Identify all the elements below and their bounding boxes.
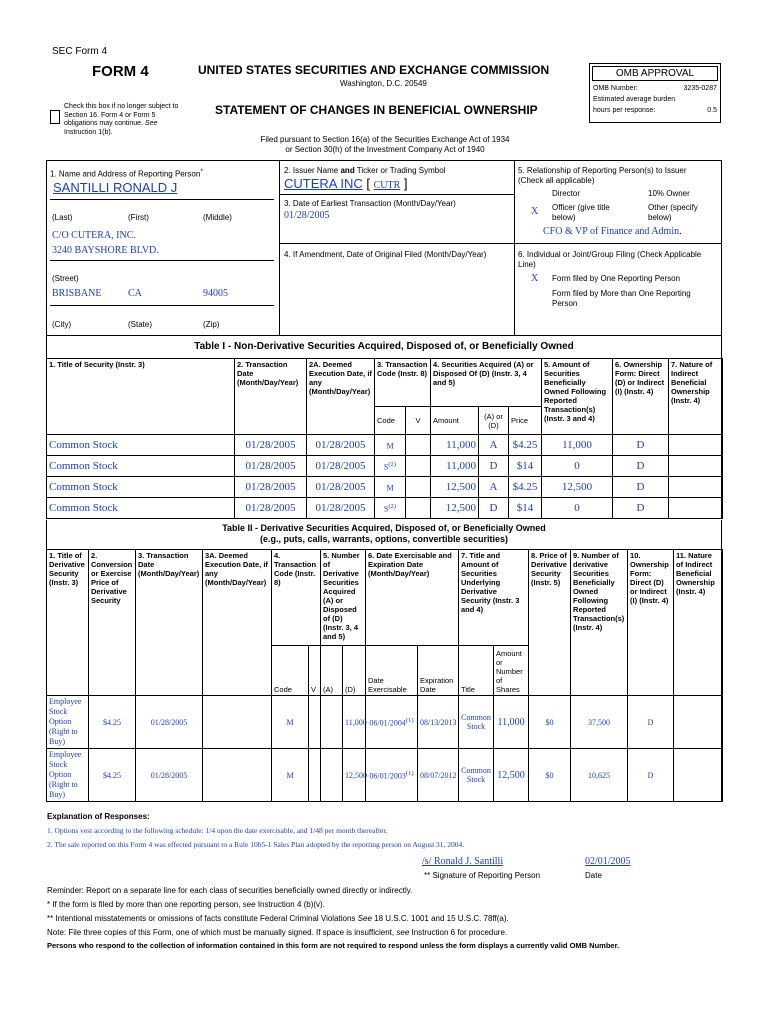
officer-x-mark: X [531,206,539,217]
omb-number: 3235-0287 [683,85,717,92]
t1-r1-title: Common Stock [47,456,235,477]
state-value: CA [128,288,142,299]
signature-date: 02/01/2005 [585,856,631,867]
t2-h-form: 10. Ownership Form: Direct (D) or Indirect (I) (Instr. 4) [628,550,674,696]
signature-label: ** Signature of Reporting Person [424,871,541,880]
t2-r0-code: M [272,696,309,749]
location: Washington, D.C. 20549 [340,79,427,88]
table-row [47,498,723,519]
table1-title: Table I - Non-Derivative Securities Acquired, Disposed of, or Beneficially Owned [194,341,574,352]
t1-r0-price: $4.25 [509,435,542,456]
t2-r1-title: Employee Stock Option (Right to Buy) [47,749,89,802]
t2-h-conversion: 2. Conversion or Exercise Price of Derivative Security [89,550,136,696]
zip-value: 94005 [203,288,228,299]
table-row [47,477,723,498]
footnote-1: 1. Options vest according to the following schedule: 1/4 upon the date exercisable, and 1/48 per month thereafter. [47,826,388,835]
no-longer-subject-checkbox[interactable] [50,110,60,124]
t1-r3-title: Common Stock [47,498,235,519]
t2-r1-price: $4.25 [89,749,136,802]
zip-label: (Zip) [203,320,220,329]
t1-h-price: Price [509,407,542,435]
t2-r0-owned: 37,500 [571,696,628,749]
t1-r1-deemed: 01/28/2005 [307,456,375,477]
t1-r2-date: 01/28/2005 [235,477,307,498]
explanation-title: Explanation of Responses: [47,812,150,821]
director-label: Director [552,189,581,198]
omb-title: OMB APPROVAL [592,66,718,81]
t1-r0-date: 01/28/2005 [235,435,307,456]
t2-r1-shares: 12,500 [494,749,529,802]
footnote-2: 2. The sale reported on this Form 4 was effected pursuant to a Rule 10b5-1 Sales Plan adopted by the reporting person on August 31, 2004. [47,840,465,849]
t2-h-title: 1. Title of Derivative Security (Instr. 3) [47,550,89,696]
middle-label: (Middle) [203,213,232,222]
t1-r1-price: $14 [509,456,542,477]
officer-label: Officer (give title below) [552,203,610,222]
t2-h-a: (A) [321,646,343,696]
t1-r0-amount: 11,000 [431,435,479,456]
table-row [47,696,723,749]
omb-burden-label: Estimated average burden [593,96,676,103]
t1-h-code: 3. Transaction Code (Instr. 8) [375,359,431,407]
commission-title: UNITED STATES SECURITIES AND EXCHANGE COMMISSION [198,63,550,77]
box3-label: 3. Date of Earliest Transaction (Month/Day/Year) [284,199,456,208]
t2-h-d: (D) [343,646,366,696]
t2-h-ttl: Title [459,646,494,696]
table-row [47,456,723,477]
officer-title: CFO & VP of Finance and Admin. [543,226,682,237]
star2-note: ** Intentional misstatements or omissions of facts constitute Federal Criminal Violations See 18 U.S.C. 1001 and 15 U.S.C. 78ff(a). [47,914,509,923]
t2-r1-dprice: $0 [529,749,571,802]
filed-pursuant: Filed pursuant to Section 16(a) of the Securities Exchange Act of 1934 or Section 30(h) of the Investment Company Act of 1940 [260,135,510,154]
t2-r0-under: Common Stock [459,696,494,749]
t1-r3-owned: 0 [542,498,613,519]
t1-r0-owned: 11,000 [542,435,613,456]
t1-h-nature: 7. Nature of Indirect Beneficial Ownership (Instr. 4) [669,359,723,435]
ticker-symbol: CUTR [373,180,401,191]
t1-h-owned: 5. Amount of Securities Beneficially Owned Following Reported Transaction(s) (Instr. 3 and 4) [542,359,613,435]
t1-h-v: V [406,407,431,435]
t2-r1-exdate: 06/01/2003$^{(1)}$ [366,749,418,802]
t1-h-form: 6. Ownership Form: Direct (D) or Indirect (I) (Instr. 4) [613,359,669,435]
checkbox-instructions: Check this box if no longer subject to Section 16. Form 4 or Form 5 obligations may continue. See Instruction 1(b). [64,103,179,136]
t1-r2-deemed: 01/28/2005 [307,477,375,498]
t1-h-deemed: 2A. Deemed Execution Date, if any (Month/Day/Year) [307,359,375,435]
t1-r3-deemed: 01/28/2005 [307,498,375,519]
t2-r0-d: 11,000 [343,696,366,749]
t1-r1-form: D [613,456,669,477]
box2-label: 2. Issuer Name and Ticker or Trading Symbol [284,166,446,175]
omb-hours: 0.5 [707,107,717,114]
table2 [46,549,723,802]
address-line1: C/O CUTERA, INC. [52,230,136,241]
other-label: Other (specify below) [648,203,698,222]
star1-note: * If the form is filed by more than one reporting person, see Instruction 4 (b)(v). [47,900,325,909]
sec-form-label: SEC Form 4 [52,46,108,57]
t1-r3-code: $S^{(2)}$ [375,498,406,519]
t1-r2-price: $4.25 [509,477,542,498]
t2-r0-price: $4.25 [89,696,136,749]
t2-h-price: 8. Price of Derivative Security (Instr. 5) [529,550,571,696]
street-label: (Street) [52,274,79,283]
t2-r0-date: 01/28/2005 [136,696,203,749]
t2-r1-d: 12,500 [343,749,366,802]
t1-h-code-sub: Code [375,407,406,435]
t1-r2-form: D [613,477,669,498]
t1-r3-form: D [613,498,669,519]
t2-h-nature: 11. Nature of Indirect Beneficial Ownership (Instr. 4) [674,550,723,696]
t1-r1-ad: D [479,456,509,477]
state-label: (State) [128,320,153,329]
t2-h-amt: Amount or Number of Shares [494,646,529,696]
t2-r1-owned: 10,625 [571,749,628,802]
t2-h-v: V [309,646,321,696]
t1-r0-title: Common Stock [47,435,235,456]
city-label: (City) [52,320,72,329]
t1-h-ad: (A) or (D) [479,407,509,435]
table1-section [46,336,722,519]
t2-h-code-sub: Code [272,646,309,696]
t1-r3-amount: 12,500 [431,498,479,519]
table1 [46,358,723,519]
t1-r1-code: $S^{(2)}$ [375,456,406,477]
omb-persons-note: Persons who respond to the collection of information contained in this form are not required to respond unless the form displays a currently valid OMB Number. [47,941,620,950]
t1-r2-title: Common Stock [47,477,235,498]
issuer-name: CUTERA INC [284,176,363,191]
t1-r2-ad: A [479,477,509,498]
t1-r0-code: M [375,435,406,456]
t1-r3-ad: D [479,498,509,519]
address-line2: 3240 BAYSHORE BLVD. [52,245,159,256]
one-person-label: Form filed by One Reporting Person [552,274,681,283]
t2-r1-code: M [272,749,309,802]
last-label: (Last) [52,213,73,222]
omb-number-label: OMB Number: [593,85,638,92]
file-copies-note: Note: File three copies of this Form, one of which must be manually signed. If space is insufficient, see Instruction 6 for procedure. [47,928,508,937]
t2-r0-expdate: 08/13/2013 [418,696,459,749]
t1-r1-owned: 0 [542,456,613,477]
t1-r1-amount: 11,000 [431,456,479,477]
t1-h-amount: Amount [431,407,479,435]
t1-r1-date: 01/28/2005 [235,456,307,477]
t2-r0-form: D [628,696,674,749]
table-row [47,749,723,802]
earliest-transaction-date: 01/28/2005 [284,210,330,221]
t2-r1-expdate: 08/07/2012 [418,749,459,802]
t2-r0-exdate: 06/01/2004$^{(1)}$ [366,696,418,749]
t1-h-securities: 4. Securities Acquired (A) or Disposed Of (D) (Instr. 3, 4 and 5) [431,359,542,407]
t2-h-code: 4. Transaction Code (Instr. 8) [272,550,321,646]
first-label: (First) [128,213,149,222]
t2-h-deemed: 3A. Deemed Execution Date, if any (Month/Day/Year) [203,550,272,696]
statement-title: STATEMENT OF CHANGES IN BENEFICIAL OWNERSHIP [215,103,538,117]
t2-h-date: 3. Transaction Date (Month/Day/Year) [136,550,203,696]
t1-r2-code: M [375,477,406,498]
table-row [47,435,723,456]
box5-label: 5. Relationship of Reporting Person(s) to Issuer (Check all applicable) [518,166,687,185]
ten-pct-owner-label: 10% Owner [648,189,690,198]
form-title: FORM 4 [92,63,149,80]
t1-r3-price: $14 [509,498,542,519]
table2-title: Table II - Derivative Securities Acquired, Disposed of, or Beneficially Owned (e.g., puts, calls, warrants, options, convertible securities) [222,523,546,544]
t1-r0-form: D [613,435,669,456]
t2-r0-title: Employee Stock Option (Right to Buy) [47,696,89,749]
t2-r1-form: D [628,749,674,802]
omb-approval-box [589,63,721,123]
t2-r0-dprice: $0 [529,696,571,749]
t1-r0-ad: A [479,435,509,456]
t2-h-exp: Expiration Date [418,646,459,696]
t2-h-exercisable: 6. Date Exercisable and Expiration Date (Month/Day/Year) [366,550,459,646]
filing-x-mark: X [531,273,539,284]
t1-h-title: 1. Title of Security (Instr. 3) [47,359,235,435]
more-persons-label: Form filed by More than One Reporting Person [552,289,691,308]
table2-section [46,520,722,802]
t1-r2-amount: 12,500 [431,477,479,498]
t2-r1-date: 01/28/2005 [136,749,203,802]
box4-label: 4. If Amendment, Date of Original Filed (Month/Day/Year) [284,250,487,259]
t2-r0-shares: 11,000 [494,696,529,749]
t2-h-owned: 9. Number of derivative Securities Beneficially Owned Following Reported Transaction(s) (Instr. 4) [571,550,628,696]
box6-label: 6. Individual or Joint/Group Filing (Check Applicable Line) [518,250,702,269]
city-value: BRISBANE [52,288,102,299]
t1-r2-owned: 12,500 [542,477,613,498]
t1-h-date: 2. Transaction Date (Month/Day/Year) [235,359,307,435]
reporting-person-name: SANTILLI RONALD J [53,180,178,195]
t2-r1-under: Common Stock [459,749,494,802]
box1-label: 1. Name and Address of Reporting Person* [50,168,203,179]
t1-r0-deemed: 01/28/2005 [307,435,375,456]
signature: /s/ Ronald J. Santilli [422,856,504,867]
date-label: Date [585,871,602,880]
reminder: Reminder: Report on a separate line for each class of securities beneficially owned directly or indirectly. [47,886,413,895]
t1-r3-date: 01/28/2005 [235,498,307,519]
issuer-line: CUTERA INC [ CUTR ] [284,176,408,191]
t2-h-number: 5. Number of Derivative Securities Acquired (A) or Disposed of (D) (Instr. 3, 4 and 5) [321,550,366,646]
t2-h-date-ex: Date Exercisable [366,646,418,696]
omb-hours-label: hours per response: [593,107,656,114]
t2-h-underlying: 7. Title and Amount of Securities Underlying Derivative Security (Instr. 3 and 4) [459,550,529,646]
